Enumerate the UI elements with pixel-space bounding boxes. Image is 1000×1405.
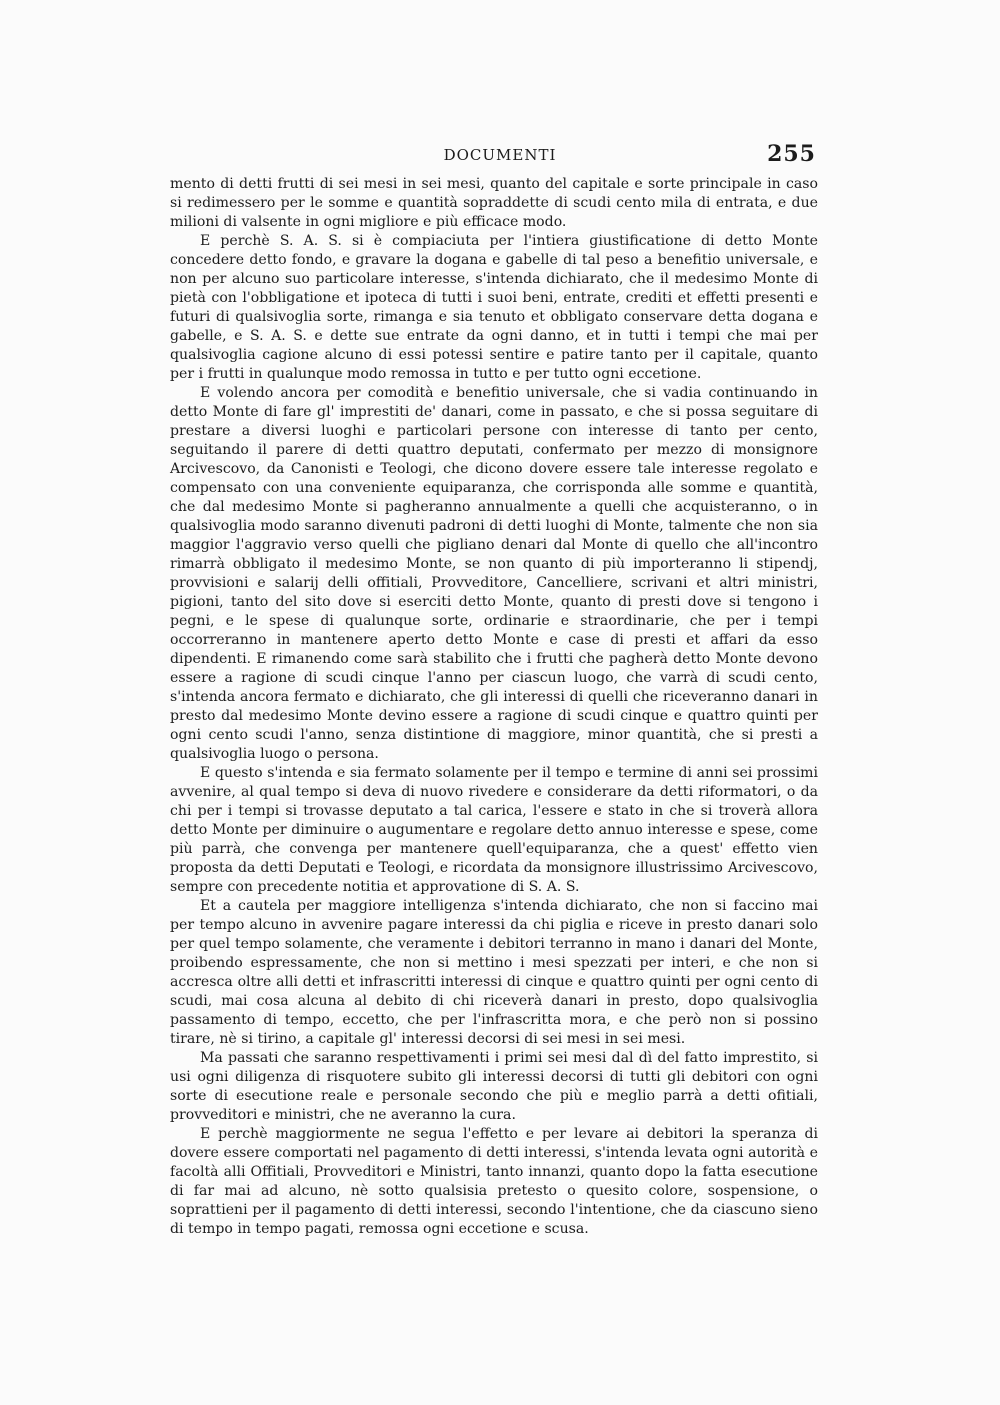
paragraph: E perchè maggiormente ne segua l'effetto e per levare ai debitori la speranza di dovere essere comportati nel pagamento di detti interessi, s'intenda levata ogni autorità e facoltà alli Offitiali, Provveditori e Ministri, tanto innanzi, quanto dopo la fatta esecutione di far mai ad alcuno, nè sotto qualsisia pretesto o quesito colore, sospensione, o soprattieni per il pagamento di detti interessi, secondo l'intentione, che da ciascuno sieno di tempo in tempo pagati, remossa ogni eccetione e scusa. xyxy=(170,1126,818,1237)
running-title: DOCUMENTI xyxy=(443,146,557,164)
page-number: 255 xyxy=(767,141,816,167)
paragraph: E questo s'intenda e sia fermato solamente per il tempo e termine di anni sei prossimi avvenire, al qual tempo si deva di nuovo rivedere e considerare da detti riformatori, o da chi per i tempi si trovasse deputato a tal carica, l'essere e stato in che si troverà allora detto Monte per diminuire o augumentare e regolare detto annuo interesse e spese, come più parrà, che convenga per mantenere quell'equiparanza, che a quest' effetto vien proposta da detti Deputati e Teologi, e ricordata da monsignore illustrissimo Arcivescovo, sempre con precedente notitia et approvatione di S. A. S. xyxy=(170,765,818,895)
paragraph: Et a cautela per maggiore intelligenza s'intenda dichiarato, che non si faccino mai per tempo alcuno in avvenire pagare interessi da chi piglia e riceve in presto danari solo per quel tempo solamente, che veramente i debitori terranno in mano i danari del Monte, proibendo espressamente, che non si mettino i mesi spezzati per interi, e che non si accresca oltre alli detti et infrascritti interessi di cinque e quattro quinti per ogni cento di scudi, mai cosa alcuna al debito di chi riceverà danari in presto, dopo qualsivoglia passamento di tempo, eccetto, che per l'infrascritta mora, e che però non si possino tirare, nè si tirino, a capitale gl' interessi decorsi di sei mesi in sei mesi. xyxy=(170,898,818,1047)
body-text xyxy=(170,175,818,1239)
paragraph: E perchè S. A. S. si è compiaciuta per l'intiera giustificatione di detto Monte concedere detto fondo, e gravare la dogana e gabelle di tal peso a benefitio universale, e non per alcuno suo particolare interesse, s'intenda dichiarato, che il medesimo Monte di pietà con l'obbligatione et ipoteca di tutti i suoi beni, entrate, crediti et effetti presenti e futuri di qualsivoglia sorte, rimanga e sia tenuto et obbligato conservare detta dogana e gabelle, e S. A. S. e dette sue entrate da ogni danno, et in tutti i tempi che mai per qualsivoglia cagione alcuno di essi potessi sentire e patire tanto per il capitale, quanto per i frutti in qualunque modo remossa in tutto e per tutto ogni eccetione. xyxy=(170,233,818,382)
paragraph: Ma passati che saranno respettivamenti i primi sei mesi dal dì del fatto imprestito, si usi ogni diligenza di risquotere subito gli interessi decorsi di tutti gli debitori con ogni sorte di esecutione reale e personale secondo che più e meglio parrà a detti ofitiali, provveditori e ministri, che ne averanno la cura. xyxy=(170,1050,818,1123)
paragraph: mento di detti frutti di sei mesi in sei mesi, quanto del capitale e sorte principale in caso si redimessero per le somme e quantità sopraddette di scudi cento mila di entrata, e due milioni di valsente in ogni migliore e più efficace modo. xyxy=(170,176,818,230)
paragraph: E volendo ancora per comodità e benefitio universale, che si vadia continuando in detto Monte di fare gl' imprestiti de' danari, come in passato, e che si possa seguitare di prestare a diversi luoghi e particolari persone con interesse di tanto per cento, seguitando il parere di detti quattro deputati, confermato per mezzo di monsignore Arcivescovo, da Canonisti e Teologi, che dicono dovere essere tale interesse regolato e compensato con una conveniente equiparanza, che corrisponda alle somme e quantità, che dal medesimo Monte si pagheranno annualmente a quelli che acquisteranno, o in qualsivoglia modo saranno divenuti padroni di detti luoghi di Monte, talmente che non sia maggior l'aggravio verso quelli che pigliano denari dal Monte di quello che all'incontro rimarrà obbligato il medesimo Monte, se non quanto di più importeranno li stipendj, provvisioni e salarij delli offitiali, Provveditore, Cancelliere, scrivani et altri ministri, pigioni, tanto del sito dove si eserciti detto Monte, quanto di presti dove si tengono i pegni, e le spese di qualunque sorte, ordinarie e straordinarie, che per i tempi occorreranno in mantenere aperto detto Monte e case di presti et affari da esso dipendenti. E rimanendo come sarà stabilito che i frutti che pagherà detto Monte devono essere a ragione di scudi cinque l'anno per ciascun luogo, che varrà di scudi cento, s'intenda ancora fermato e dichiarato, che gli interessi di quelli che riceveranno danari in presto dal medesimo Monte devino essere a ragione di scudi cinque e quattro quinti per ogni cento scudi l'anno, senza distintione di maggiore, minor quantità, che si presti a qualsivoglia luogo o persona. xyxy=(170,385,818,762)
